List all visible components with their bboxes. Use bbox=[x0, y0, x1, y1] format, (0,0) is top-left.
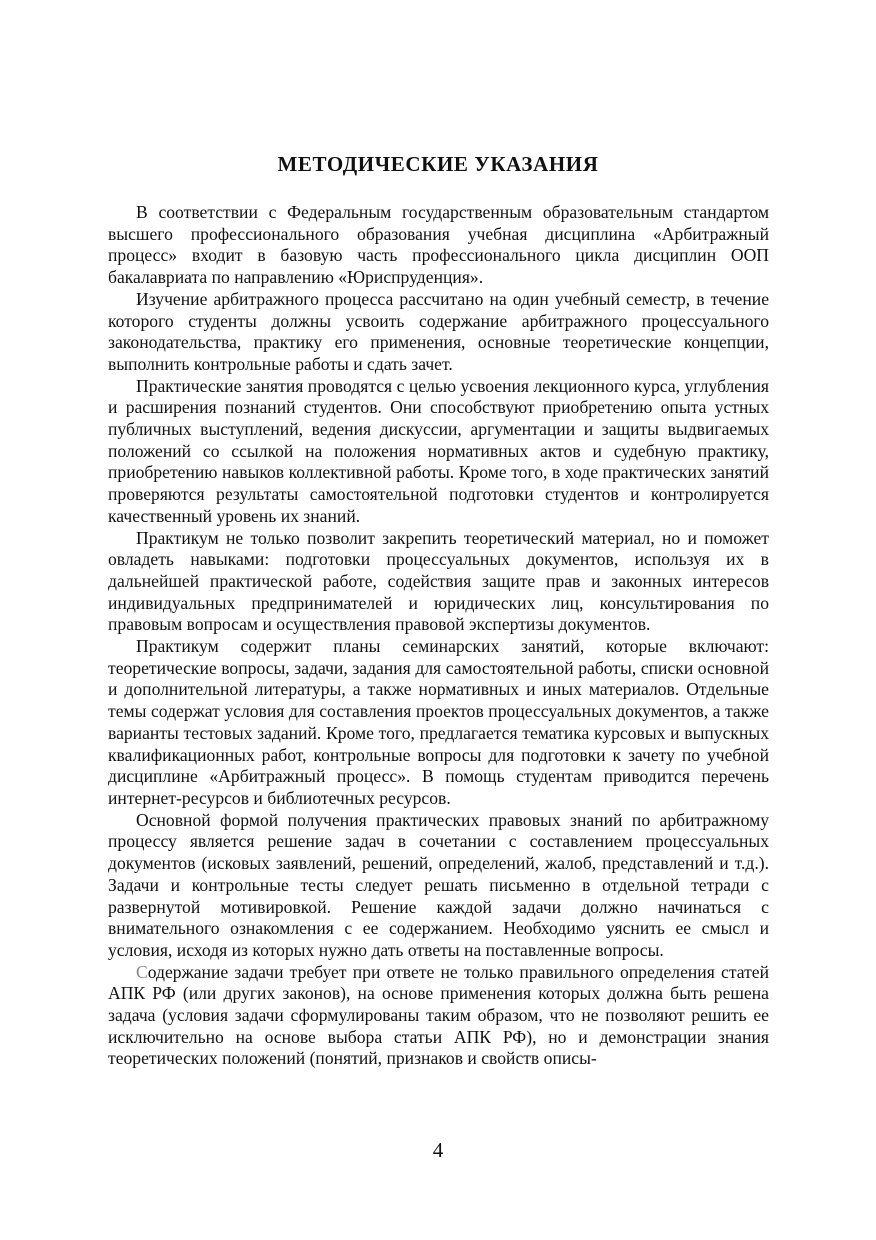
body-text bbox=[108, 202, 769, 1070]
paragraph: В соответствии с Федеральным государственным образовательным стандартом высшего профессионального образования учебная дисциплина «Арбитражный процесс» входит в базовую часть профессионального цикла дисциплин ООП бакалавриата по направлению «Юриспруденция». bbox=[108, 202, 769, 288]
paragraph-last bbox=[108, 962, 769, 1071]
paragraph: Изучение арбитражного процесса рассчитано на один учебный семестр, в течение которого студенты должны усвоить содержание арбитражного процессуального законодательства, практику его применения, основные теоретические концепции, выполнить контрольные работы и сдать зачет. bbox=[108, 288, 769, 374]
faded-initial-letter: С bbox=[136, 961, 148, 982]
paragraph-last-text: одержание задачи требует при ответе не только правильного определения статей АПК РФ (или других законов), на основе применения которых должна быть решена задача (условия задачи сформулированы таким образом, что не позволяют решить ее исключительно на основе выбора статьи АПК РФ), но и демонстрации знания теоретических положений (понятий, признаков и свойств описы- bbox=[108, 961, 769, 1069]
paragraph: Практикум не только позволит закрепить теоретический материал, но и поможет овладеть навыками: подготовки процессуальных документов, используя их в дальнейшей практической работе, содействия защите прав и законных интересов индивидуальных предпринимателей и юридических лиц, консультирования по правовым вопросам и осуществления правовой экспертизы документов. bbox=[108, 527, 769, 635]
paragraph: Основной формой получения практических правовых знаний по арбитражному процессу является решение задач в сочетании с составлением процессуальных документов (исковых заявлений, решений, определений, жалоб, представлений и т.д.). Задачи и контрольные тесты следует решать письменно в отдельной тетради с развернутой мотивировкой. Решение каждой задачи должно начинаться с внимательного ознакомления с ее содержанием. Необходимо уяснить ее смысл и условия, исходя из которых нужно дать ответы на поставленные вопросы. bbox=[108, 809, 769, 960]
page-title: МЕТОДИЧЕСКИЕ УКАЗАНИЯ bbox=[277, 152, 599, 176]
paragraph: Практикум содержит планы семинарских занятий, которые включают: теоретические вопросы, задачи, задания для самостоятельной работы, списки основной и дополнительной литературы, а также нормативных и иных материалов. Отдельные темы содержат условия для составления проектов процессуальных документов, а также варианты тестовых заданий. Кроме того, предлагается тематика курсовых и выпускных квалификационных работ, контрольные вопросы для подготовки к зачету по учебной дисциплине «Арбитражный процесс». В помощь студентам приводится перечень интернет-ресурсов и библиотечных ресурсов. bbox=[108, 636, 769, 808]
page-number: 4 bbox=[432, 1138, 444, 1162]
paragraph: Практические занятия проводятся с целью усвоения лекционного курса, углубления и расширения познаний студентов. Они способствуют приобретению опыта устных публичных выступлений, ведения дискуссии, аргументации и защиты выдвигаемых положений со ссылкой на положения нормативных актов и судебную практику, приобретению навыков коллективной работы. Кроме того, в ходе практических занятий проверяются результаты самостоятельной подготовки студентов и контролируется качественный уровень их знаний. bbox=[108, 375, 769, 526]
